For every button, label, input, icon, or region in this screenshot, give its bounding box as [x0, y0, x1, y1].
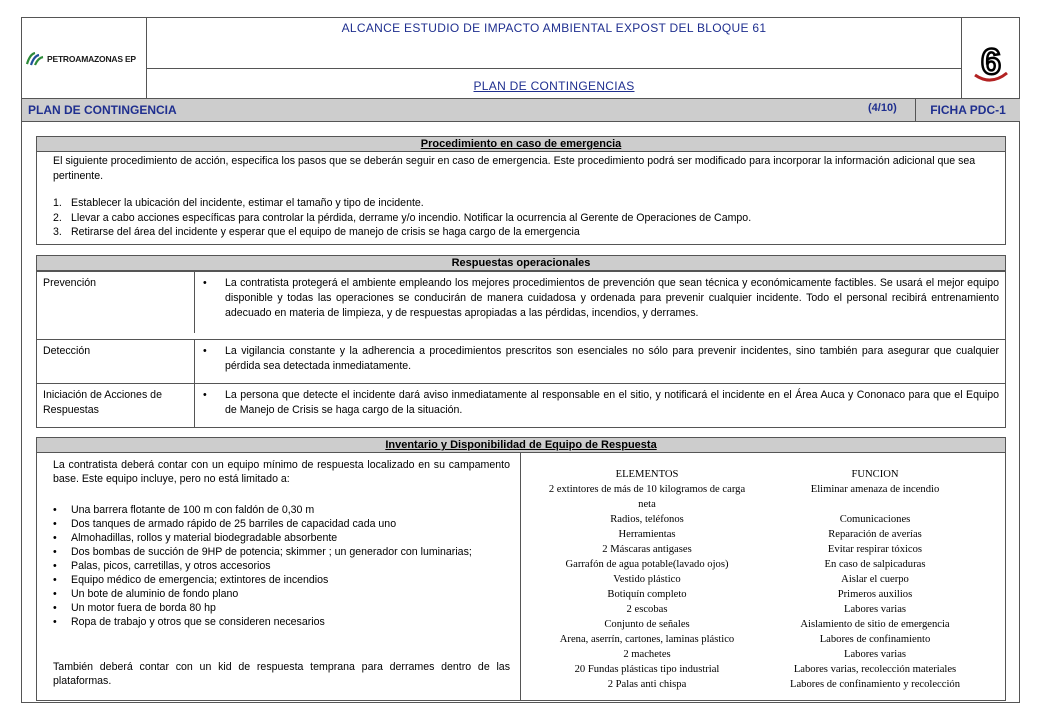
- document-subtitle: [147, 69, 962, 98]
- list-item: • Un motor fuera de borda 80 hp: [53, 602, 216, 614]
- document-title: ALCANCE ESTUDIO DE IMPACTO AMBIENTAL EXPOST DEL BLOQUE 61: [147, 18, 962, 69]
- table-cell: Evitar respirar tóxicos: [827, 544, 923, 555]
- subtitle-text: PLAN DE CONTINGENCIAS: [473, 79, 635, 93]
- response-text: • La vigilancia constante y la adherencia a procedimientos prescritos son esenciales no sólo para prevenir incidentes, sino también para asegurar que cualquier pérdida sea detectada inmediatamente.: [203, 345, 999, 372]
- plan-title: PLAN DE CONTINGENCIA: [28, 103, 177, 117]
- table-cell: Eliminar amenaza de incendio: [810, 484, 940, 495]
- table-cell: Labores de confinamiento: [819, 634, 931, 645]
- elements-column: [541, 467, 753, 692]
- equipment-item: Equipo médico de emergencia; extintores de incendios: [71, 574, 329, 586]
- step-number: 3.: [53, 226, 62, 238]
- list-item: • Equipo médico de emergencia; extintores de incendios: [53, 574, 329, 586]
- table-cell: Labores varias: [843, 649, 907, 660]
- procedure-steps: [53, 196, 993, 240]
- response-text: • La persona que detecte el incidente dará aviso inmediatamente al responsable en el sitio, y notificará el incidente en el Área Auca y Cononaco para que el Equipo de Manejo de Crisis se haga cargo de la situación.: [203, 389, 999, 416]
- table-cell: Aislar el cuerpo: [841, 574, 909, 585]
- list-item: [53, 225, 993, 240]
- table-cell: Herramientas: [618, 529, 676, 540]
- step-text: Llevar a cabo acciones específicas para controlar la pérdida, derrame y/o incendio. Notificar la ocurrencia al Gerente de Operaciones de Campo.: [71, 211, 752, 224]
- equipment-item: Dos bombas de succión de 9HP de potencia; skimmer ; un generador con luminarias;: [71, 546, 472, 558]
- equipment-item: Almohadillas, rollos y material biodegradable absorbente: [71, 532, 338, 544]
- equipment-item: Una barrera flotante de 100 m con faldón de 0,30 m: [71, 504, 315, 516]
- response-label: Iniciación de Acciones de Respuestas: [37, 384, 195, 427]
- petroamazonas-logo-icon: [26, 52, 44, 66]
- response-text-content: La vigilancia constante y la adherencia a procedimientos prescritos son esenciales no sólo para prevenir incidentes, sino también para asegurar que cualquier pérdida sea detectada inmediatamente.: [225, 345, 999, 372]
- responses-section: [36, 255, 1006, 428]
- equipment-item: Un motor fuera de borda 80 hp: [71, 602, 216, 614]
- step-text: Establecer la ubicación del incidente, estimar el tamaño y tipo de incidente.: [71, 197, 424, 209]
- column-header-elements: ELEMENTOS: [615, 469, 679, 480]
- table-cell: [769, 497, 981, 512]
- table-cell: Vestido plástico: [613, 574, 681, 585]
- company-logo: [26, 52, 136, 66]
- list-item: • Dos bombas de succión de 9HP de potencia; skimmer ; un generador con luminarias;: [53, 546, 472, 558]
- list-item: • Un bote de aluminio de fondo plano: [53, 588, 239, 600]
- list-item: [53, 196, 993, 211]
- table-cell: 20 Fundas plásticas tipo industrial: [574, 664, 720, 675]
- logo-text: PETROAMAZONAS EP: [47, 54, 136, 64]
- response-text: • La contratista protegerá el ambiente empleando los mejores procedimientos de prevención que sean técnica y económicamente factibles. Se usará el mejor equipo disponible y todas las operaciones se conducirán de manera cuidadosa y ordenada para prevenir cualquier incidente. Todo el personal recibirá entrenamiento adecuado en materia de limpieza, y de respuestas apropiadas a las pérdidas, incendios, y derrames.: [203, 277, 999, 319]
- inventory-heading: [37, 438, 1005, 453]
- plan-bar: [22, 98, 1020, 122]
- responses-heading: Respuestas operacionales: [37, 256, 1005, 271]
- table-cell: Botiquín completo: [607, 589, 687, 600]
- response-label: Prevención: [37, 272, 195, 333]
- table-cell: 2 extintores de más de 10 kilogramos de carga neta: [548, 484, 746, 510]
- table-cell: Radios, teléfonos: [610, 514, 684, 525]
- table-row: [37, 271, 1005, 333]
- equipment-table: [521, 453, 1005, 700]
- step-text: Retirarse del área del incidente y esperar que el equipo de manejo de crisis se haga cargo de la emergencia: [71, 226, 580, 238]
- procedure-heading: [37, 137, 1005, 152]
- equipment-item: Un bote de aluminio de fondo plano: [71, 588, 239, 600]
- response-text-content: La persona que detecte el incidente dará aviso inmediatamente al responsable en el sitio, y notificará el incidente en el Área Auca y Cononaco para que el Equipo de Manejo de Crisis se haga cargo de la situación.: [225, 389, 999, 416]
- table-cell: Primeros auxilios: [837, 589, 913, 600]
- list-item: • Ropa de trabajo y otros que se consideren necesarios: [53, 616, 325, 628]
- list-item: • Almohadillas, rollos y material biodegradable absorbente: [53, 532, 338, 544]
- equipment-list: [53, 503, 510, 629]
- inventory-intro: La contratista deberá contar con un equipo mínimo de respuesta localizado en su campamento base. Este equipo incluye, pero no está limitado a:: [53, 459, 510, 485]
- table-cell: 2 Palas anti chispa: [607, 679, 687, 690]
- table-cell: Conjunto de señales: [604, 619, 690, 630]
- logo-cell: [22, 18, 147, 98]
- inventory-heading-text: Inventario y Disponibilidad de Equipo de Respuesta: [385, 439, 657, 451]
- table-cell: En caso de salpicaduras: [824, 559, 926, 570]
- list-item: [53, 211, 993, 226]
- list-item: • Palas, picos, carretillas, y otros accesorios: [53, 560, 271, 572]
- table-cell: Aislamiento de sitio de emergencia: [800, 619, 950, 630]
- inventory-outro: También deberá contar con un kid de respuesta temprana para derrames dentro de las plataformas.: [53, 661, 510, 687]
- table-cell: 2 Máscaras antigases: [602, 544, 692, 555]
- table-cell: Garrafón de agua potable(lavado ojos): [565, 559, 729, 570]
- table-row: [37, 383, 1005, 427]
- equipment-item: Palas, picos, carretillas, y otros accesorios: [71, 560, 271, 572]
- list-item: • Dos tanques de armado rápido de 25 barriles de capacidad cada uno: [53, 518, 397, 530]
- response-label: Detección: [37, 340, 195, 383]
- table-cell: Labores de confinamiento y recolección: [789, 679, 960, 690]
- table-cell: 2 escobas: [626, 604, 668, 615]
- inventory-requirements: [37, 453, 521, 700]
- section-badge: [962, 18, 1020, 98]
- column-header-function: FUNCION: [851, 469, 899, 480]
- section-number-outline: 6: [980, 41, 1002, 82]
- procedure-heading-text: Procedimiento en caso de emergencia: [420, 138, 622, 150]
- response-text-content: La contratista protegerá el ambiente empleando los mejores procedimientos de prevención que sean técnica y económicamente factibles. Se usará el mejor equipo disponible y todas las operaciones se conducirán de manera cuidadosa y ordenada para prevenir cualquier incidente. Todo el personal recibirá entrenamiento adecuado en materia de limpieza, y de respuestas apropiadas a las pérdidas, incendios, y derrames.: [225, 277, 999, 319]
- table-row: [37, 339, 1005, 383]
- list-item: • Una barrera flotante de 100 m con faldón de 0,30 m: [53, 504, 315, 516]
- equipment-item: Dos tanques de armado rápido de 25 barriles de capacidad cada uno: [71, 518, 397, 530]
- step-number: 2.: [53, 211, 62, 224]
- section-number-icon: [962, 18, 1020, 98]
- page-indicator: (4/10): [868, 102, 897, 114]
- function-column: [769, 467, 981, 692]
- table-cell: Labores varias: [843, 604, 907, 615]
- procedure-intro: El siguiente procedimiento de acción, especifica los pasos que se deberán seguir en caso de emergencia. Este procedimiento podrá ser modificado para incorporar la información adicional que sea pertinente.: [53, 155, 976, 182]
- table-cell: Reparación de averías: [828, 529, 922, 540]
- procedure-section: [36, 136, 1006, 245]
- ficha-code: FICHA PDC-1: [915, 99, 1020, 121]
- step-number: 1.: [53, 197, 62, 209]
- table-cell: Comunicaciones: [839, 514, 911, 525]
- inventory-section: [36, 437, 1006, 701]
- table-cell: Arena, aserrín, cartones, laminas plástico: [559, 634, 735, 645]
- table-cell: Labores varias, recolección materiales: [793, 664, 957, 675]
- table-cell: 2 machetes: [623, 649, 671, 660]
- equipment-item: Ropa de trabajo y otros que se consideren necesarios: [71, 616, 325, 628]
